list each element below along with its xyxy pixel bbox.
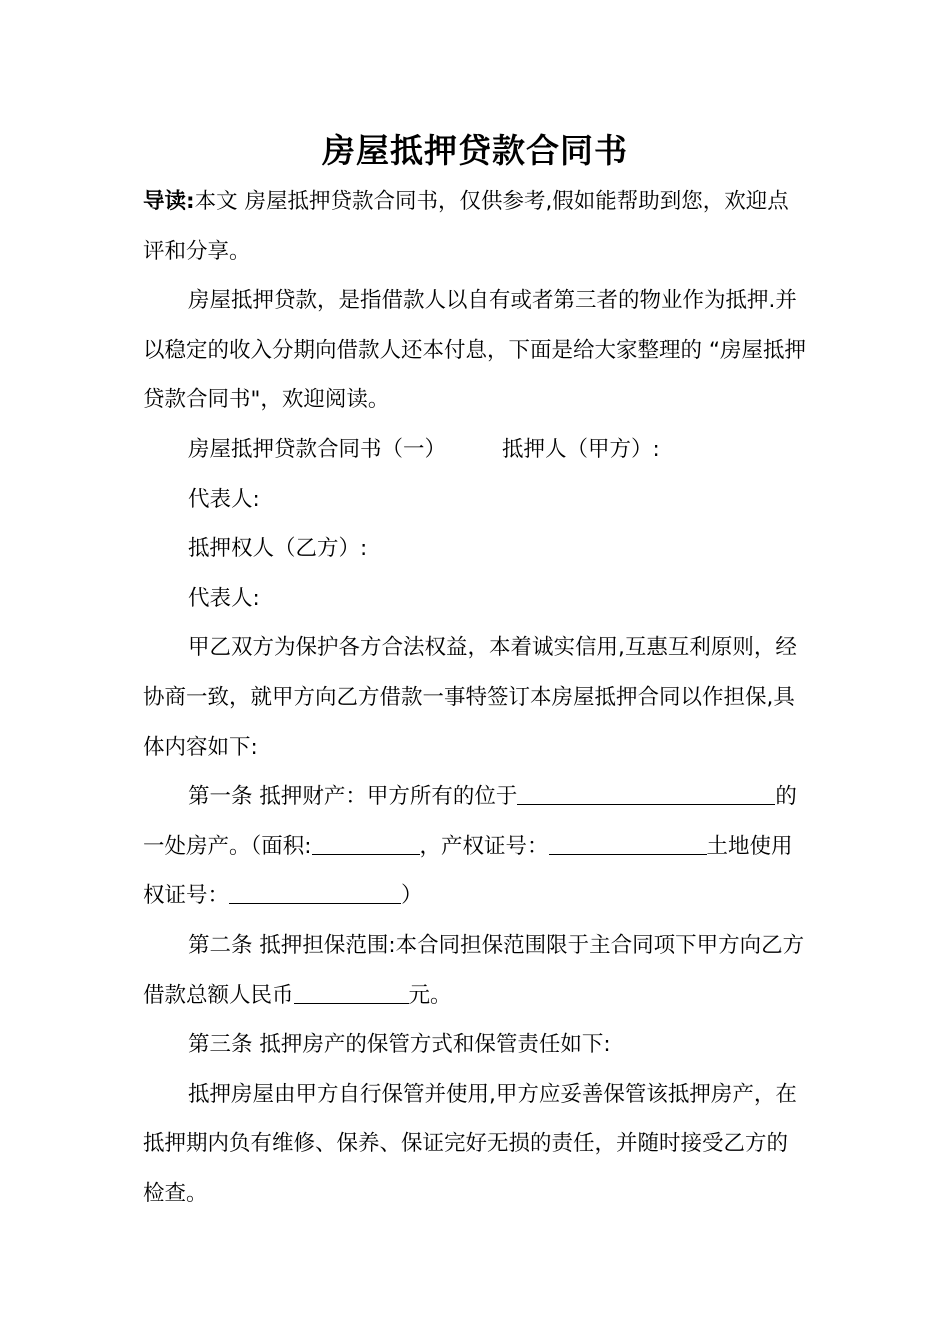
representative-2: 代表人: — [188, 585, 260, 611]
preamble-paragraph: 甲乙双方为保护各方合法权益，本着诚实信用,互惠互利原则，经协商一致，就甲方向乙方借款一事特签订本房屋抵押合同以作担保,具体内容如下: — [143, 635, 797, 760]
article-1 — [143, 772, 809, 921]
mortgagor-label: 抵押人（甲方）: — [502, 436, 660, 462]
mortgagee-label: 抵押权人（乙方）: — [188, 536, 368, 562]
article-2 — [143, 921, 809, 1020]
document-title: 房屋抵押贷款合同书 — [322, 131, 628, 170]
article-3-body: 抵押房屋由甲方自行保管并使用,甲方应妥善保管该抵押房产，在抵押期内负有维修、保养、保证完好无损的责任，并随时接受乙方的检查。 — [143, 1081, 797, 1206]
article-1-part-c: ，产权证号： — [419, 833, 549, 859]
article-3: 第三条 抵押房产的保管方式和保管责任如下: — [188, 1032, 611, 1058]
intro-paragraph — [143, 177, 809, 276]
location-blank — [517, 782, 775, 805]
intro-text: 本文 房屋抵押贷款合同书，仅供参考,假如能帮助到您，欢迎点评和分享。 — [143, 189, 789, 264]
article-2-part-a: 第二条 抵押担保范围:本合同担保范围限于主合同项下甲方向乙方借款总额人民币 — [143, 932, 805, 1008]
article-2-part-b: 元。 — [408, 982, 452, 1008]
amount-blank — [294, 981, 409, 1004]
area-blank — [312, 832, 420, 855]
intro-label: 导读: — [143, 189, 195, 214]
definition-paragraph: 房屋抵押贷款，是指借款人以自有或者第三者的物业作为抵押.并以稳定的收入分期向借款人还本付息，下面是给大家整理的 “房屋抵押贷款合同书"，欢迎阅读。 — [143, 288, 806, 413]
contract-heading-line — [143, 425, 809, 475]
article-1-part-b: 的一处房产。（面积: — [143, 784, 797, 859]
property-cert-blank — [549, 832, 707, 855]
article-1-part-d: 土地使用权证号： — [143, 833, 793, 909]
document-body — [143, 177, 809, 1218]
article-1-part-e: ） — [401, 883, 423, 909]
land-cert-blank — [229, 881, 401, 904]
contract-heading: 房屋抵押贷款合同书（一） — [188, 436, 447, 462]
representative-1: 代表人: — [188, 486, 260, 512]
article-1-part-a: 第一条 抵押财产：甲方所有的位于 — [188, 784, 518, 810]
